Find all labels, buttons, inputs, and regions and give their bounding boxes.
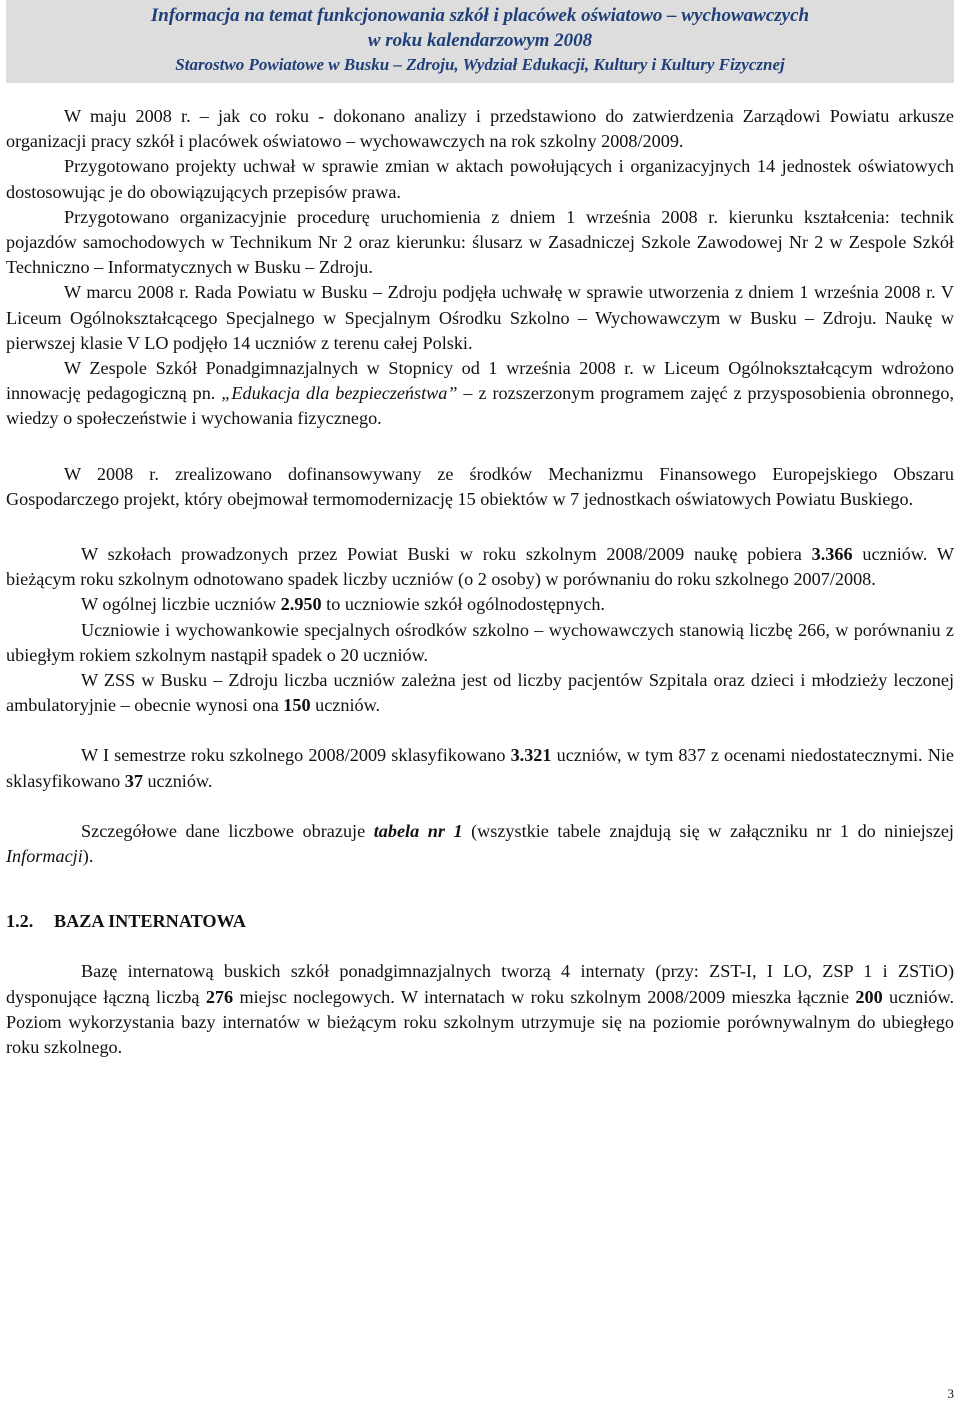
- total-students: 3.366: [811, 544, 853, 565]
- section-number: 1.2.: [6, 911, 34, 932]
- paragraph-innowacja: W Zespole Szkół Ponadgimnazjalnych w Stopnicy od 1 września 2008 r. w Liceum Ogólnokształcącym wdrożono innowację pedagogiczną pn. „Edukacja dla bezpieczeństwa” – z rozszerzonym programem zajęć z przysposobienia obronnego, wiedzy o społeczeństwie i wychowania fizycznego.: [6, 358, 954, 429]
- paragraph-osrodki-specjalne: Uczniowie i wychowankowie specjalnych ośrodków szkolno – wychowawczych stanowią liczbę 266, w porównaniu z ubiegłym rokiem szkolnym nastąpił spadek o 20 uczniów.: [6, 619, 954, 665]
- table-reference: tabela nr 1: [373, 820, 463, 841]
- document-reference: Informacji: [6, 846, 83, 867]
- unclassified-students: 37: [124, 770, 143, 791]
- paragraph-liceum-specjalne: W marcu 2008 r. Rada Powiatu w Busku – Zdroju podjęła uchwałę w sprawie utworzenia z dniem 1 września 2008 r. V Liceum Ogólnokształcącego Specjalnego w Specjalnym Ośrodku Szkolno – Wychowawczym w Busku – Zdroju. Naukę w pierwszej klasie V LO podjęło 14 uczniów z terenu całej Polski.: [6, 282, 954, 353]
- page-number: 3: [947, 1386, 954, 1401]
- general-school-students: 2.950: [280, 594, 322, 615]
- paragraph-klasyfikacja: W I semestrze roku szkolnego 2008/2009 sklasyfikowano 3.321 uczniów, w tym 837 z ocenami niedostatecznymi. Nie sklasyfikowano 37 uczniów.: [6, 745, 954, 791]
- header-title-line2: w roku kalendarzowym 2008: [367, 30, 593, 51]
- paragraph-termomodernizacja: W 2008 r. zrealizowano dofinansowywany ze środków Mechanizmu Finansowego Europejskiego Obszaru Gospodarczego projekt, który obejmował termomodernizację 15 obiektów w 7 jednostkach oświatowych Powiatu Buskiego.: [6, 463, 954, 509]
- section-title: BAZA INTERNATOWA: [54, 911, 246, 932]
- paragraph-liczba-uczniow: W szkołach prowadzonych przez Powiat Buski w roku szkolnym 2008/2009 naukę pobiera 3.366 uczniów. W bieżącym roku szkolnym odnotowano spadek liczby uczniów (o 2 osoby) w porównaniu do roku szkolnego 2007/2008.: [6, 544, 954, 590]
- header-title-line1: Informacja na temat funkcjonowania szkół i placówek oświatowo – wychowawczych: [150, 5, 810, 26]
- section-heading: [6, 909, 954, 934]
- header-institution: Starostwo Powiatowe w Busku – Zdroju, Wydział Edukacji, Kultury i Kultury Fizycznej: [175, 55, 785, 74]
- classified-students: 3.321: [510, 745, 552, 766]
- paragraph-uchwaly: Przygotowano projekty uchwał w sprawie zmian w aktach powołujących i organizacyjnych 14 jednostek oświatowych dostosowując je do obowiązujących przepisów prawa.: [6, 156, 954, 202]
- paragraph-kierunki: Przygotowano organizacyjnie procedurę uruchomienia z dniem 1 września 2008 r. kierunku kształcenia: technik pojazdów samochodowych w Technikum Nr 2 oraz kierunku: ślusarz w Zasadniczej Szkole Zawodowej Nr 2 w Zespole Szkół Techniczno – Informatycznych w Busku – Zdroju.: [6, 206, 954, 278]
- paragraph-tabela: Szczegółowe dane liczbowe obrazuje tabela nr 1 (wszystkie tabele znajdują się w załączniku nr 1 do niniejszej Informacji).: [6, 820, 954, 867]
- zss-students: 150: [283, 695, 311, 716]
- dorm-residents: 200: [855, 986, 883, 1007]
- document-body: [6, 104, 954, 1060]
- dorm-places: 276: [205, 986, 234, 1007]
- innovation-name: „Edukacja dla bezpieczeństwa”: [221, 383, 458, 404]
- paragraph-arkusze: W maju 2008 r. – jak co roku - dokonano analizy i przedstawiono do zatwierdzenia Zarządowi Powiatu arkusze organizacji pracy szkół i placówek oświatowo – wychowawczych na rok szkolny 2008/2009.: [6, 106, 954, 152]
- document-header: [6, 0, 954, 83]
- paragraph-szkoly-ogolnodostepne: W ogólnej liczbie uczniów 2.950 to uczniowie szkół ogólnodostępnych.: [81, 594, 605, 615]
- paragraph-baza-internatowa: Bazę internatową buskich szkół ponadgimnazjalnych tworzą 4 internaty (przy: ZST-I, I LO, ZSP 1 i ZSTiO) dysponujące łączną liczbą 276 miejsc noclegowych. W internatach w roku szkolnym 2008/2009 mieszka łącznie 200 uczniów. Poziom wykorzystania bazy internatów w bieżącym roku szkolnym utrzymuje się na poziomie porównywalnym do ubiegłego roku szkolnego.: [6, 961, 954, 1058]
- paragraph-zss: W ZSS w Busku – Zdroju liczba uczniów zależna jest od liczby pacjentów Szpitala oraz dzieci i młodzieży leczonej ambulatoryjnie – obecnie wynosi ona 150 uczniów.: [6, 670, 954, 716]
